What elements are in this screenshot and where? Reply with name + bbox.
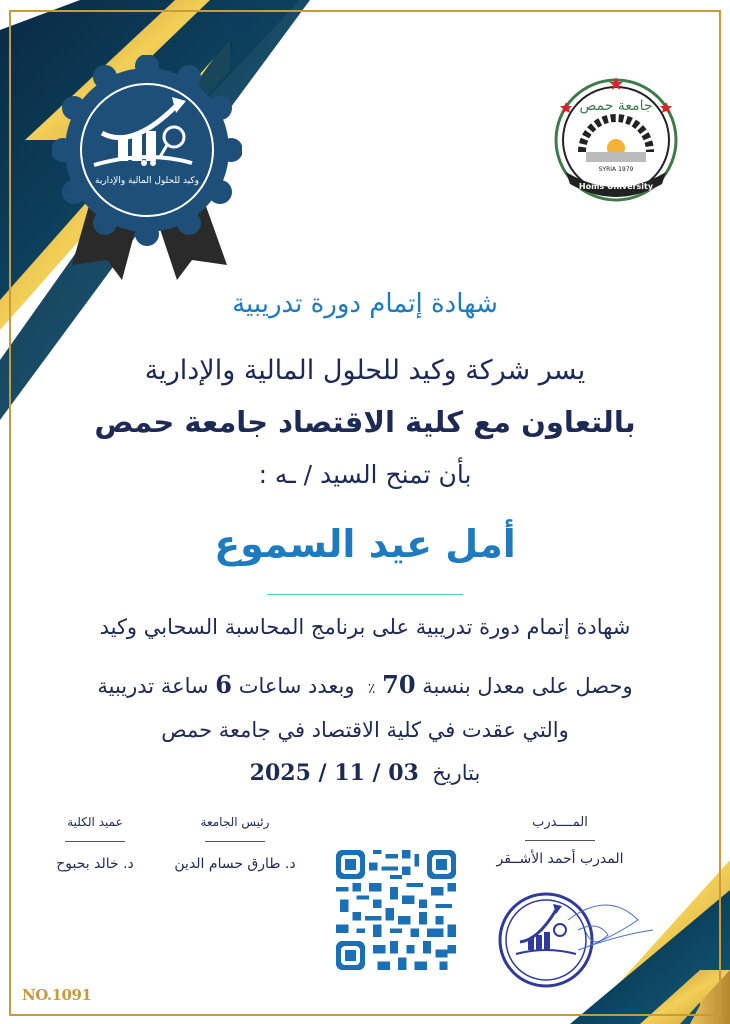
signature-line: [205, 841, 265, 842]
trainer-role: المــــدرب: [532, 815, 588, 830]
president-role: رئيس الجامعة: [200, 815, 270, 829]
svg-text:Homs University: Homs University: [578, 182, 654, 191]
signature-line: [525, 840, 595, 841]
recipient-name: أمل عيد السموع: [214, 522, 516, 566]
company-stamp-icon: [498, 880, 658, 1000]
signature-line: [65, 841, 125, 842]
svg-text:وكيد للحلول المالية والإدارية: وكيد للحلول المالية والإدارية: [95, 176, 199, 186]
dean-role: عميد الكلية: [67, 815, 123, 829]
company-seal: [52, 55, 242, 285]
percent-sign: ٪: [367, 681, 376, 697]
svg-text:SYRIA 1979: SYRIA 1979: [598, 166, 634, 173]
name-underline: [267, 594, 463, 595]
course-line: شهادة إتمام دورة تدريبية على برنامج المحاسبة السحابي وكيد: [99, 615, 631, 639]
date-label: بتاريخ: [432, 761, 481, 785]
dean-name: د. خالد بحبوح: [56, 856, 134, 872]
score-value: 70: [382, 670, 416, 699]
grant-line: بأن تمنح السيد / ـه :: [258, 460, 472, 489]
hours-value: 6: [215, 670, 232, 699]
signature-dean: [40, 815, 150, 872]
partnership-line: بالتعاون مع كلية الاقتصاد جامعة حمص: [94, 405, 636, 439]
date-value: 2025 / 11 / 03: [249, 760, 419, 786]
date-line: [0, 760, 730, 786]
issuer-line: يسر شركة وكيد للحلول المالية والإدارية: [144, 355, 586, 386]
score-hours-line: وحصل على معدل بنسبة 70 ٪ وبعدد ساعات 6 ساعة تدريبية: [97, 670, 633, 699]
certificate-title: شهادة إتمام دورة تدريبية: [232, 289, 498, 319]
signature-trainer: [490, 815, 630, 867]
svg-text:جامعة حمص: جامعة حمص: [579, 98, 653, 114]
trainer-name: المدرب أحمد الأشــقر: [496, 851, 624, 867]
venue-line: والتي عقدت في كلية الاقتصاد في جامعة حمص: [161, 718, 569, 742]
certificate-number: NO.1091: [22, 986, 92, 1004]
qr-code-icon[interactable]: [335, 850, 457, 970]
president-name: د. طارق حسام الدين: [174, 856, 296, 872]
homs-university-logo: [552, 76, 680, 204]
signature-president: [170, 815, 300, 872]
